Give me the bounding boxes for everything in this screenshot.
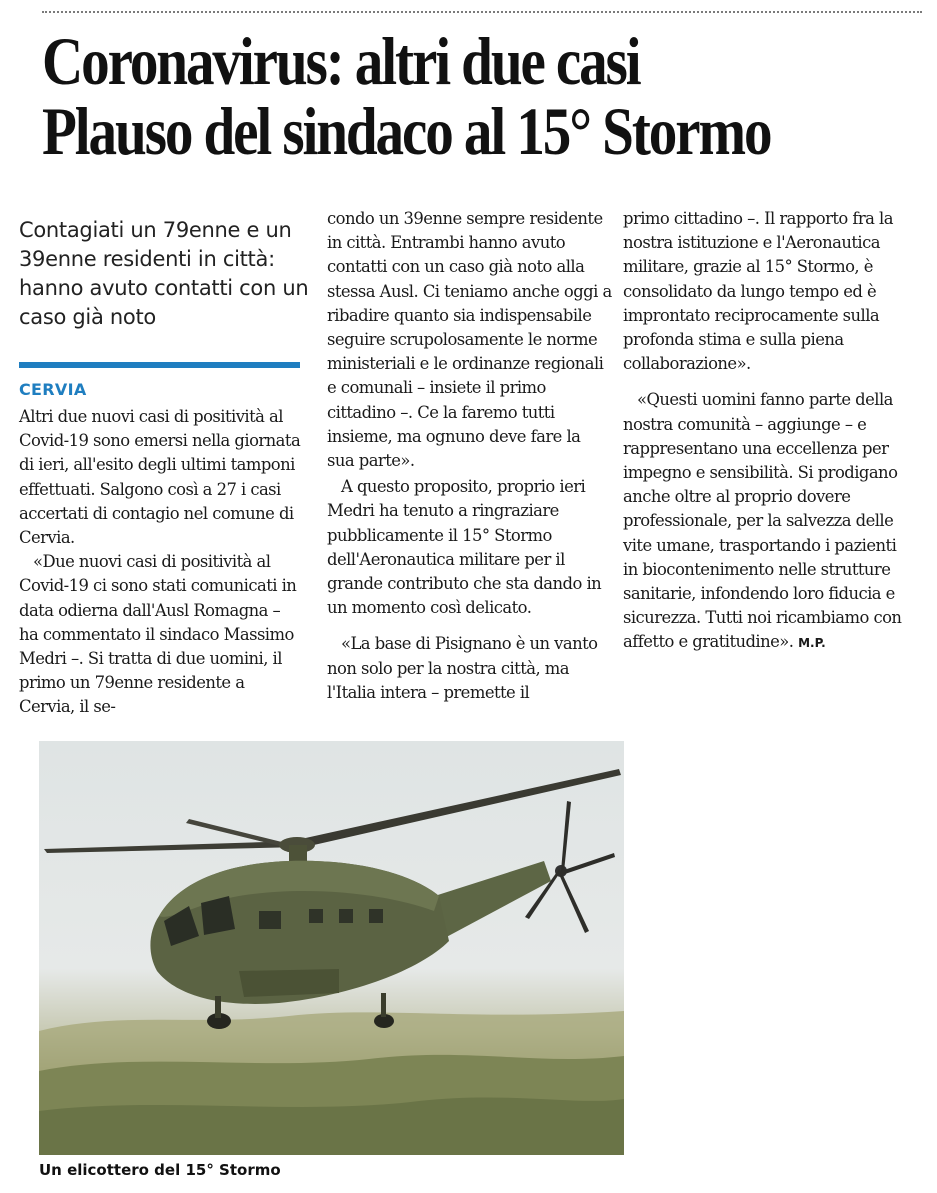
headline-line-1: Coronavirus: altri due casi (42, 23, 640, 99)
author-signature: M.P. (798, 636, 826, 651)
summary: Contagiati un 79enne e un 39enne residenti in città: hanno avuto contatti con un caso già noto (19, 218, 309, 329)
article-column-2 (327, 207, 612, 705)
paragraph: «La base di Pisignano è un vanto non solo per la nostra città, ma l'Italia intera – premette il (327, 634, 598, 702)
helicopter-photo (39, 741, 624, 1155)
paragraph: A questo proposito, proprio ieri Medri ha tenuto a ringraziare pubblicamente il 15° Stormo dell'Aeronautica militare per il grande contributo che sta dando in un momento così delicato. (327, 477, 602, 618)
kicker: CERVIA (19, 380, 87, 399)
helicopter-icon (39, 741, 624, 1155)
section-rule (19, 362, 300, 368)
headline-line-2: Plauso del sindaco al 15° Stormo (42, 93, 771, 169)
paragraph: Altri due nuovi casi di positività al Covid-19 sono emersi nella giornata di ieri, all'esito degli ultimi tamponi effettuati. Salgono così a 27 i casi accertati di contagio nel comune di Cervia. (19, 407, 301, 548)
paragraph: primo cittadino –. Il rapporto fra la nostra istituzione e l'Aeronautica militare, grazie al 15° Stormo, è consolidato da lungo tempo ed è improntato reciprocamente sulla profonda stima e sulla piena collaborazione». (623, 209, 893, 374)
paragraph: «Due nuovi casi di positività al Covid-19 ci sono stati comunicati in data odierna dall'Ausl Romagna – ha commentato il sindaco Massimo Medri –. Si tratta di due uomini, il primo un 79enne residente a Cervia, il se- (19, 552, 297, 717)
paragraph (623, 388, 913, 655)
photo-caption: Un elicottero del 15° Stormo (39, 1161, 281, 1179)
headline (42, 23, 785, 169)
paragraph: condo un 39enne sempre residente in città. Entrambi hanno avuto contatti con un caso già noto alla stessa Ausl. Ci teniamo anche oggi a ribadire quanto sia indispensabile seguire scrupolosamente le norme ministeriali e le ordinanze regionali e comunali – insiete il primo cittadino –. Ce la faremo tutti insieme, ma ognuno deve fare la sua parte». (327, 209, 612, 471)
article-column-1 (19, 405, 303, 720)
top-dotted-rule (42, 11, 922, 13)
paragraph-text: «Questi uomini fanno parte della nostra comunità – aggiunge – e rappresentano una eccellenza per impegno e sensibilità. Si prodigano anche oltre al proprio dovere professionale, per la salvezza delle vite umane, trasportando i pazienti in biocontenimento nelle strutture sanitarie, infondendo loro fiducia e sicurezza. Tutti noi ricambiamo con affetto e gratitudine». (623, 390, 902, 652)
article-column-3 (623, 207, 913, 656)
